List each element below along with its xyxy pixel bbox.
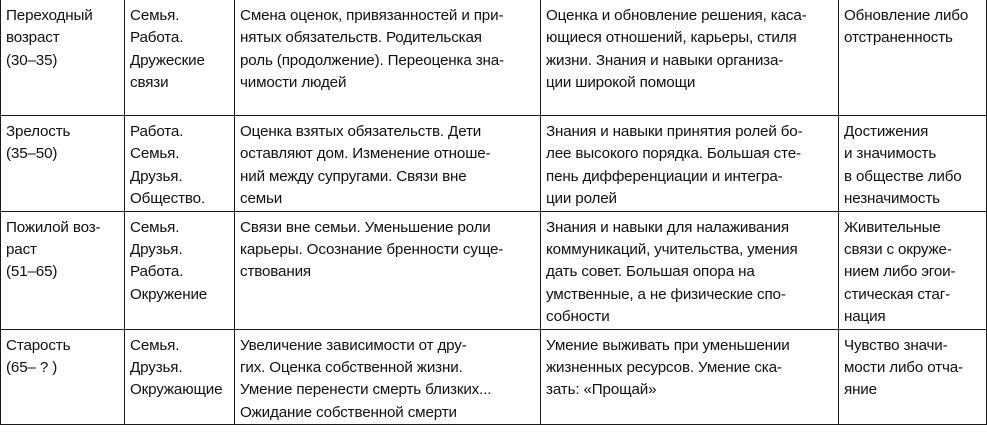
outcome-cell: Чувство значи- мости либо отча- яние — [839, 329, 987, 425]
outcome-cell: Обновление либо отстраненность — [839, 0, 987, 116]
stage-cell: Зрелость (35–50) — [1, 116, 125, 212]
spheres-cell: Семья. Друзья. Окружающие — [125, 329, 235, 425]
table-row — [1, 211, 987, 329]
table-row — [1, 0, 987, 116]
skills-cell: Умение выживать при уменьшении жизненных ресурсов. Умение ска- зать: «Прощай» — [541, 329, 839, 425]
outcome-cell: Достижения и значимость в обществе либо незначимость — [839, 116, 987, 212]
spheres-cell: Работа. Семья. Друзья. Общество. — [125, 116, 235, 212]
stage-cell: Старость (65– ? ) — [1, 329, 125, 425]
stage-cell: Переходный возраст (30–35) — [1, 0, 125, 116]
skills-cell: Знания и навыки для налаживания коммуникаций, учительства, умения дать совет. Большая опора на умственные, а не физические спо- собности — [541, 211, 839, 329]
tasks-cell: Связи вне семьи. Уменьшение роли карьеры. Осознание бренности суще- ствования — [235, 211, 541, 329]
tasks-cell: Оценка взятых обязательств. Дети оставляют дом. Изменение отноше- ний между супругами. Связи вне семьи — [235, 116, 541, 212]
tasks-cell: Увеличение зависимости от дру- гих. Оценка собственной жизни. Умение перенести смерть близких... Ожидание собственной смерти — [235, 329, 541, 425]
stage-cell: Пожилой воз- раст (51–65) — [1, 211, 125, 329]
table-row — [1, 116, 987, 212]
table-row — [1, 329, 987, 425]
skills-cell: Оценка и обновление решения, каса- ющиеся отношений, карьеры, стиля жизни. Знания и навыки организа- ции широкой помощи — [541, 0, 839, 116]
skills-cell: Знания и навыки принятия ролей бо- лее высокого порядка. Большая сте- пень дифференциации и интегра- ции ролей — [541, 116, 839, 212]
spheres-cell: Семья. Работа. Дружеские связи — [125, 0, 235, 116]
spheres-cell: Семья. Друзья. Работа. Окружение — [125, 211, 235, 329]
outcome-cell: Живительные связи с окруже- нием либо эгои- стическая стаг- нация — [839, 211, 987, 329]
tasks-cell: Смена оценок, привязанностей и при- нятых обязательств. Родительская роль (продолжение). Переоценка зна- чимости людей — [235, 0, 541, 116]
